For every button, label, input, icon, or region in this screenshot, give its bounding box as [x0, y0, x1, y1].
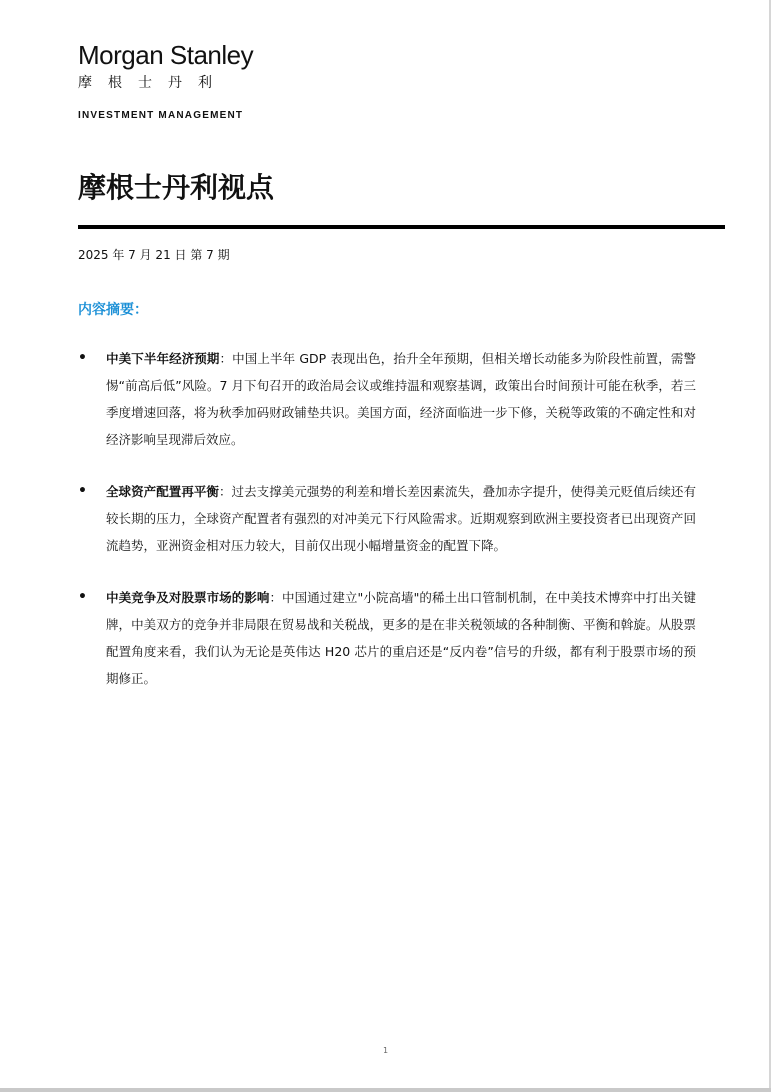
bullet-icon: •: [78, 589, 87, 605]
summary-item-text: 过去支撑美元强势的利差和增长差因素流失，叠加赤字提升，使得美元贬值后续还有较长期的压力，全球资产配置者有强烈的对冲美元下行风险需求。近期观察到欧洲主要投资者已出现资产回流趋势，亚洲资金相对压力较大，目前仅出现小幅增量资金的配置下降。: [106, 484, 696, 553]
division-label: INVESTMENT MANAGEMENT: [78, 110, 244, 121]
page-edge-bottom: [0, 1088, 771, 1092]
summary-item-colon: ：: [218, 484, 232, 499]
summary-item: [78, 478, 696, 559]
summary-item-text: 中国通过建立"小院高墙"的稀土出口管制机制，在中美技术博弈中打出关键牌，中美双方的竞争并非局限在贸易战和关税战，更多的是在非关税领域的各种制衡、平衡和斡旋。从股票配置角度来看，我们认为无论是英伟达 H20 芯片的重启还是“反内卷”信号的升级，都有利于股票市场的预期修正。: [106, 590, 696, 686]
page-title: 摩根士丹利视点: [78, 171, 275, 204]
brand-name-en: Morgan Stanley: [78, 40, 254, 70]
issue-date: 2025 年 7 月 21 日 第 7 期: [78, 248, 230, 262]
summary-item-heading: 全球资产配置再平衡: [106, 484, 219, 499]
summary-item-colon: ：: [269, 590, 283, 605]
page-number: 1: [382, 1046, 389, 1055]
summary-item: [78, 345, 696, 453]
summary-item-heading: 中美竞争及对股票市场的影响: [106, 590, 270, 605]
summary-item-colon: ：: [219, 351, 233, 366]
summary-item-text: 中国上半年 GDP 表现出色，抬升全年预期，但相关增长动能多为阶段性前置，需警惕“前高后低”风险。7 月下旬召开的政治局会议或维持温和观察基调，政策出台时间预计可能在秋季，若三季度增速回落，将为秋季加码财政铺垫共识。美国方面，经济面临进一步下修，关税等政策的不确定性和对经济影响呈现滞后效应。: [106, 351, 696, 447]
summary-heading: 内容摘要：: [78, 302, 148, 318]
summary-item: [78, 584, 696, 692]
brand-name-cn: 摩根士丹利: [78, 75, 228, 91]
bullet-icon: •: [78, 350, 87, 366]
bullet-icon: •: [78, 483, 87, 499]
summary-item-heading: 中美下半年经济预期: [106, 351, 220, 366]
brand-logo: [78, 40, 253, 121]
title-rule: [78, 225, 725, 229]
summary-list: [78, 345, 696, 717]
